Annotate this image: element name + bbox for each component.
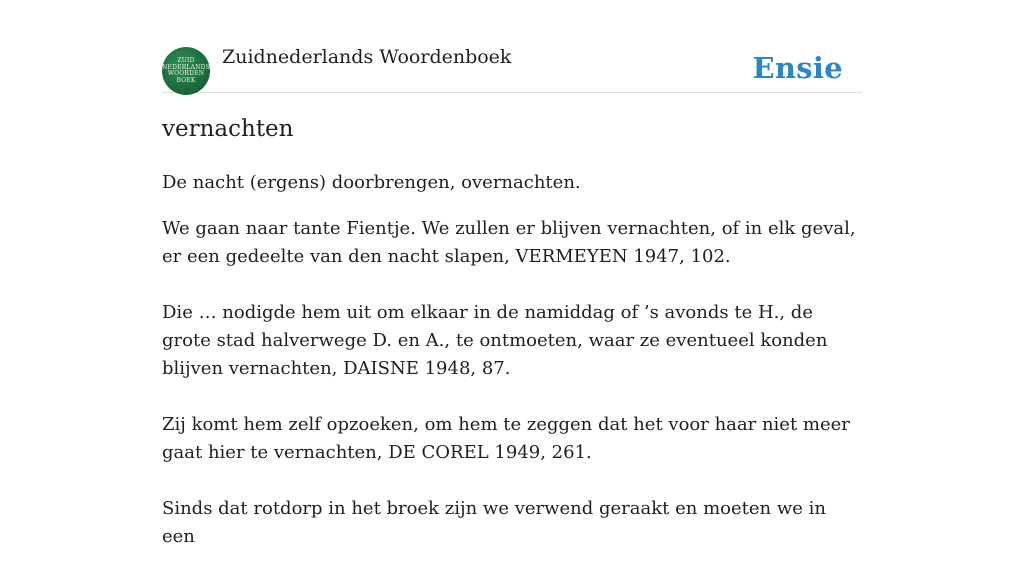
example-quote: We gaan naar tante Fientje. We zullen er blijven vernachten, of in elk geval, er een gedeelte van den nacht slapen, VERMEYEN 1947, 102.	[162, 218, 856, 267]
dictionary-logo[interactable]	[162, 47, 210, 95]
definition: De nacht (ergens) doorbrengen, overnachten.	[162, 172, 581, 193]
logo-line-2: NEDERLANDS	[162, 63, 210, 71]
page	[162, 0, 862, 547]
ensie-brand-link[interactable]: Ensie	[752, 51, 843, 85]
logo-line-3: WOORDEN	[167, 70, 205, 77]
example-quote: Sinds dat rotdorp in het broek zijn we verwend geraakt en moeten we in een	[162, 498, 826, 547]
examples-list	[162, 215, 862, 579]
dictionary-title-link[interactable]: Zuidnederlands Woordenboek	[222, 46, 512, 68]
site-header	[162, 44, 862, 93]
logo-line-4: BOEK	[176, 76, 196, 84]
headword: vernachten	[162, 116, 294, 142]
logo-line-1: ZUID	[177, 57, 195, 64]
example-quote: Zij komt hem zelf opzoeken, om hem te zeggen dat het voor haar niet meer gaat hier te vernachten, DE COREL 1949, 261.	[162, 414, 850, 463]
example-quote: Die … nodigde hem uit om elkaar in de namiddag of ’s avonds te H., de grote stad halverwege D. en A., te ontmoeten, waar ze eventueel konden blijven vernachten, DAISNE 1948, 87.	[162, 302, 828, 379]
